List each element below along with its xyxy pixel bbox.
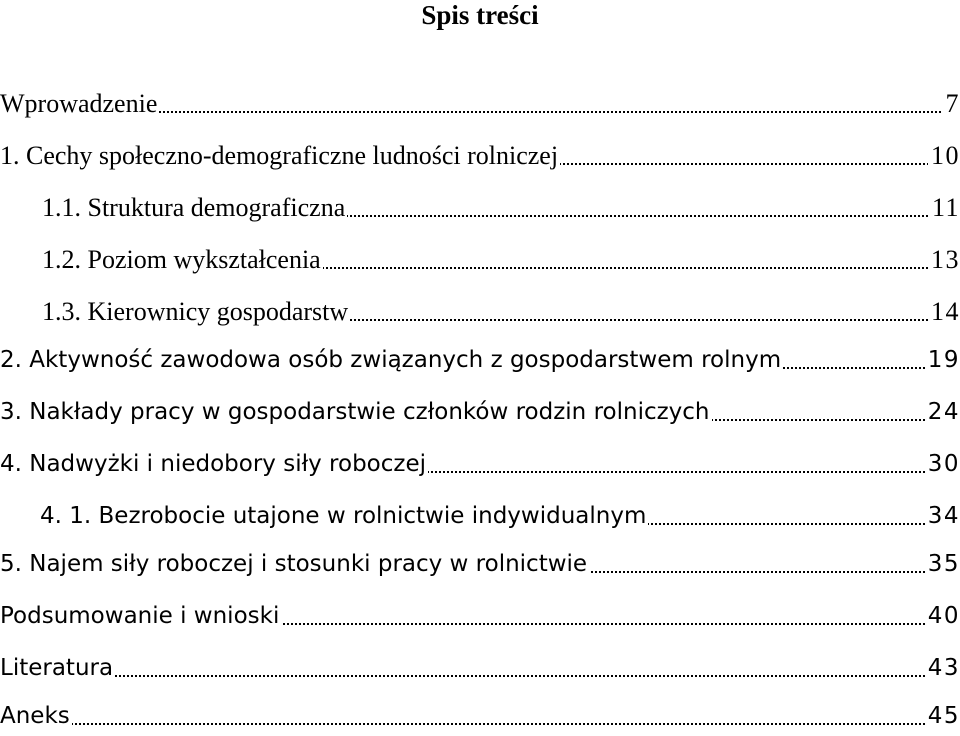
toc-entry-title: 2. Aktywność zawodowa osób związanych z gospodarstwem rolnym [0,340,783,380]
toc-entry-bibliography[interactable] [0,648,960,688]
toc-entry-page-number: 43 [925,648,960,688]
toc-entry-chapter-3[interactable] [0,392,960,432]
toc-entry-title: 4. 1. Bezrobocie utajone w rolnictwie indywidualnym [40,496,648,536]
toc-entry-page-number: 19 [925,340,960,380]
page-title: Spis treści [0,0,960,30]
toc-entry-section-1-1[interactable] [0,188,960,228]
toc-entry-page-number: 13 [928,240,960,280]
toc-entry-page-number: 10 [928,136,960,176]
toc-entry-page-number: 30 [925,444,960,484]
toc-entry-section-1-2[interactable] [0,240,960,280]
toc-entry-page-number: 14 [928,292,960,332]
toc-entry-title: Podsumowanie i wnioski [0,596,281,636]
dot-leader [0,723,960,725]
toc-entry-section-1-3[interactable] [0,292,960,332]
toc-entry-section-4-1[interactable] [0,496,960,536]
toc-entry-page-number: 40 [925,596,960,636]
toc-entry-title: 5. Najem siły roboczej i stosunki pracy w rolnictwie [0,544,589,584]
toc-entry-title: Aneks [0,696,72,736]
toc-entry-chapter-1[interactable] [0,136,960,176]
toc-entry-page-number: 34 [925,496,960,536]
toc-entry-title: Wprowadzenie [0,84,159,124]
toc-entry-page-number: 35 [925,544,960,584]
toc-entry-title: 1.2. Poziom wykształcenia [42,240,323,280]
dot-leader [0,675,960,677]
toc-entry-title: 3. Nakłady pracy w gospodarstwie członków rodzin rolniczych [0,392,712,432]
toc-entry-page-number: 24 [925,392,960,432]
toc-entry-summary[interactable] [0,596,960,636]
toc-entry-chapter-5[interactable] [0,544,960,584]
toc-entry-page-number: 45 [925,696,960,736]
toc-entry-title: 1. Cechy społeczno-demograficzne ludności rolniczej [0,136,560,176]
toc-entry-title: 1.1. Struktura demograficzna [42,188,347,228]
toc-entry-chapter-4[interactable] [0,444,960,484]
toc-entry-chapter-2[interactable] [0,340,960,380]
toc-entry-appendix[interactable] [0,696,960,736]
toc-entry-title: Literatura [0,648,115,688]
toc-entry-introduction[interactable] [0,84,960,124]
toc-entry-page-number: 7 [943,84,960,124]
toc-entry-title: 4. Nadwyżki i niedobory siły roboczej [0,444,428,484]
toc-entry-page-number: 11 [929,188,960,228]
toc-entry-title: 1.3. Kierownicy gospodarstw [42,292,350,332]
